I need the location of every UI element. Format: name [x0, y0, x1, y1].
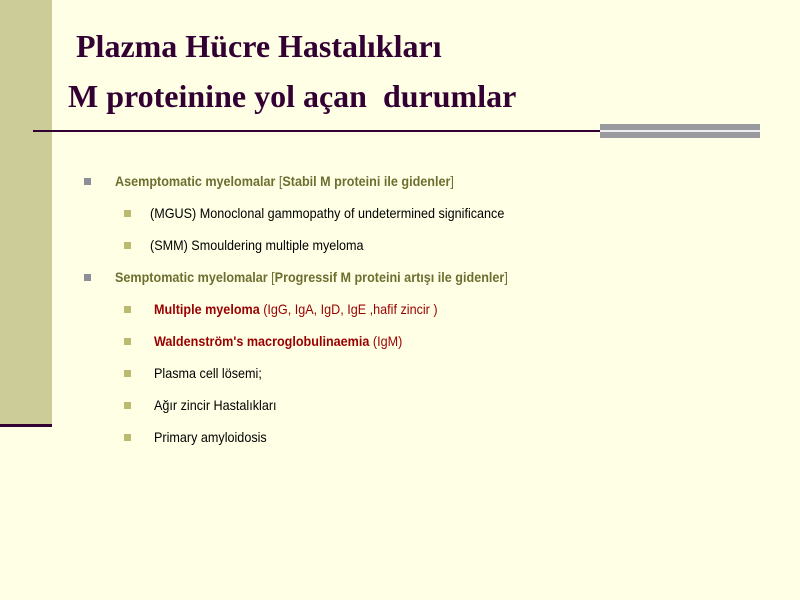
bullet-heavy-chain: Ağır zincir Hastalıkları [154, 397, 277, 413]
bullet-waldenstrom [154, 333, 402, 349]
bullet-multiple-myeloma [154, 301, 438, 317]
slide-subtitle: M proteinine yol açan durumlar [68, 78, 517, 114]
bullet-smm: (SMM) Smouldering multiple myeloma [150, 237, 364, 253]
square-bullet-icon [124, 242, 131, 249]
square-bullet-icon [84, 274, 91, 281]
disease-detail: (IgM) [369, 333, 403, 349]
square-bullet-icon [124, 402, 131, 409]
square-bullet-icon [124, 434, 131, 441]
square-bullet-icon [124, 338, 131, 345]
bracket-open: [ [271, 269, 275, 285]
bullet-text: Semptomatic myelomalar [115, 269, 272, 285]
bracket-close: ] [504, 269, 508, 285]
square-bullet-icon [124, 306, 131, 313]
disease-name: Waldenström's macroglobulinaemia [154, 333, 370, 349]
square-bullet-icon [84, 178, 91, 185]
bullet-mgus: (MGUS) Monoclonal gammopathy of undetermined significance [150, 205, 505, 221]
bracket-close: ] [450, 173, 454, 189]
square-bullet-icon [124, 210, 131, 217]
bullet-text: Asemptomatic myelomalar [115, 173, 279, 189]
square-bullet-icon [124, 370, 131, 377]
disease-detail: (IgG, IgA, IgD, IgE ,hafif zincir ) [259, 301, 438, 317]
disease-name: Multiple myeloma [154, 301, 260, 317]
bracket-open: [ [278, 173, 283, 189]
bullet-plasma-cell-leukemia: Plasma cell lösemi; [154, 365, 262, 381]
bullet-amyloidosis: Primary amyloidosis [154, 429, 267, 445]
bullet-asymptomatic [115, 173, 454, 189]
bullet-bracket-text: Progressif M proteini artışı ile gidenler [274, 269, 505, 285]
bullet-symptomatic [115, 269, 508, 285]
bullet-bracket-text: Stabil M proteini ile gidenler [282, 173, 451, 189]
slide-title: Plazma Hücre Hastalıkları [76, 28, 442, 64]
